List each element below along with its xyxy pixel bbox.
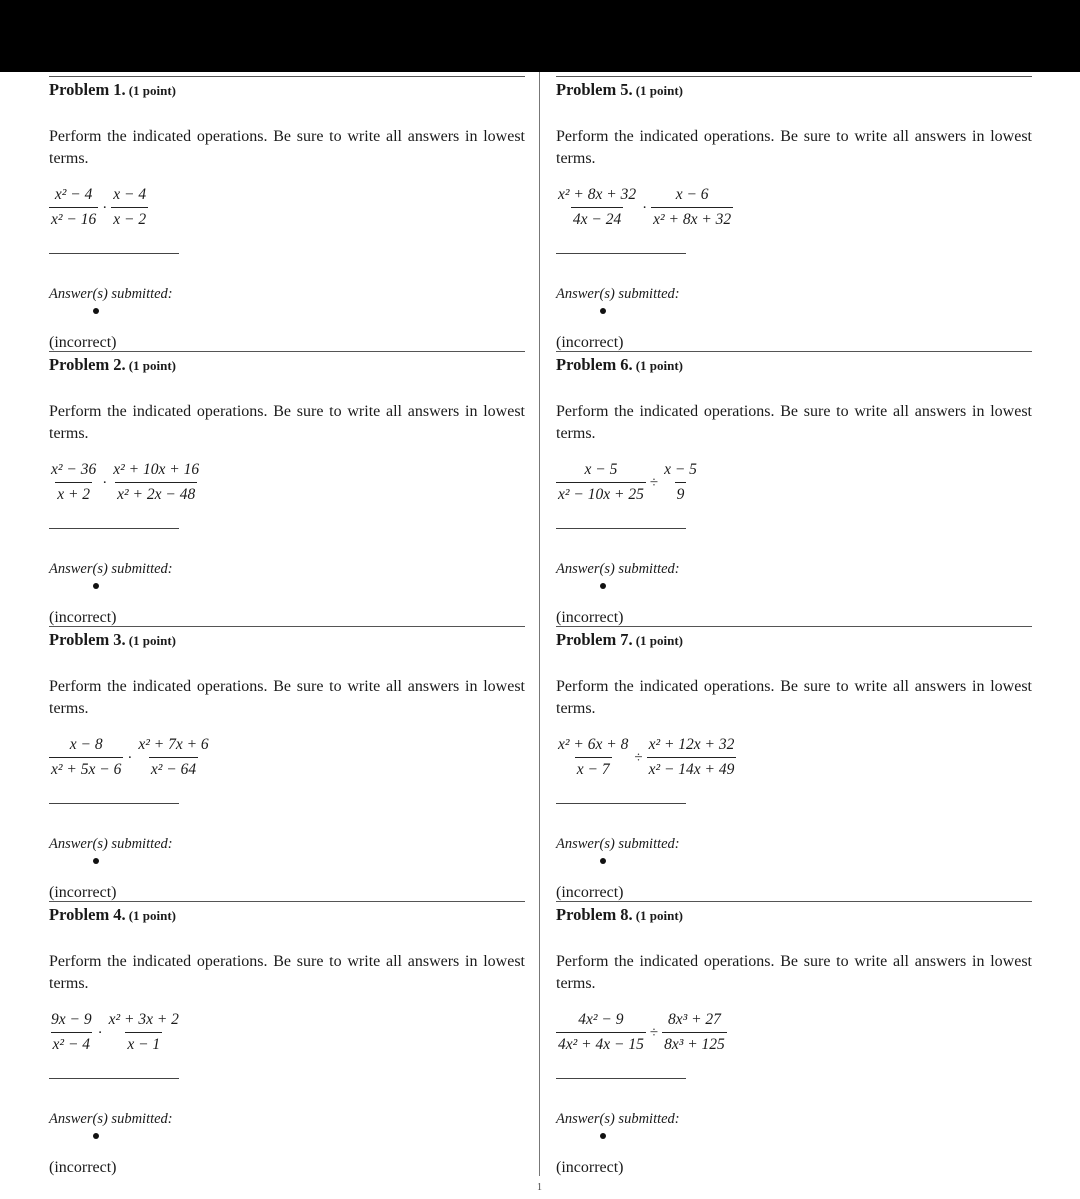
problem-5	[556, 72, 1032, 351]
problem-title	[49, 630, 176, 650]
answer-blank	[556, 528, 686, 529]
fraction-1	[556, 736, 630, 779]
column-divider	[539, 72, 540, 1176]
worksheet-page	[0, 72, 1080, 1199]
math-expression	[49, 461, 201, 504]
problem-points: (1 point)	[635, 358, 683, 373]
problem-number: Problem 1.	[49, 80, 126, 99]
numerator: x² + 8x + 32	[558, 186, 637, 203]
answer-status: (incorrect)	[49, 884, 117, 901]
fraction-1	[556, 461, 646, 504]
problem-number: Problem 2.	[49, 355, 126, 374]
answer-status: (incorrect)	[556, 334, 624, 351]
problem-instructions: Perform the indicated operations. Be sure to write all answers in lowest terms.	[49, 128, 525, 167]
answer-status: (incorrect)	[49, 1159, 117, 1176]
answer-bullet	[600, 858, 606, 864]
fraction-1	[49, 461, 98, 504]
answers-submitted-label: Answer(s) submitted:	[49, 836, 173, 852]
denominator: 4x² + 4x − 15	[556, 1032, 646, 1054]
problem-6	[556, 347, 1032, 626]
math-expression	[49, 736, 211, 779]
fraction-1	[49, 186, 98, 229]
problem-number: Problem 6.	[556, 355, 633, 374]
numerator: x² − 36	[51, 461, 97, 478]
problem-number: Problem 3.	[49, 630, 126, 649]
fraction-2	[662, 1011, 727, 1054]
problem-instructions: Perform the indicated operations. Be sure to write all answers in lowest terms.	[556, 403, 1032, 442]
problem-instructions: Perform the indicated operations. Be sure to write all answers in lowest terms.	[556, 953, 1032, 992]
fraction-2	[647, 736, 737, 779]
fraction-2	[651, 186, 733, 229]
answer-status: (incorrect)	[556, 609, 624, 626]
answer-bullet	[93, 858, 99, 864]
problem-8	[556, 897, 1032, 1176]
answers-submitted-label: Answer(s) submitted:	[49, 561, 173, 577]
denominator: x² + 5x − 6	[49, 757, 123, 779]
problem-title	[556, 630, 683, 650]
problem-number: Problem 7.	[556, 630, 633, 649]
denominator: x − 1	[125, 1032, 162, 1054]
math-expression	[49, 1011, 181, 1054]
numerator: x² + 12x + 32	[648, 736, 735, 753]
problem-title	[49, 355, 176, 375]
numerator: x − 5	[584, 461, 618, 478]
answer-blank	[49, 803, 179, 804]
denominator: x + 2	[55, 482, 92, 504]
fraction-1	[556, 1011, 646, 1054]
fraction-2	[662, 461, 699, 504]
problem-points: (1 point)	[635, 633, 683, 648]
fraction-1	[49, 1011, 94, 1054]
answer-blank	[49, 1078, 179, 1079]
problem-7	[556, 622, 1032, 901]
answer-bullet	[600, 583, 606, 589]
denominator: 4x − 24	[571, 207, 623, 229]
fraction-2	[111, 186, 148, 229]
numerator: x² + 3x + 2	[108, 1011, 179, 1028]
fraction-2	[111, 461, 201, 504]
answer-blank	[556, 253, 686, 254]
problem-title	[556, 355, 683, 375]
denominator: x² − 64	[149, 757, 198, 779]
fraction-2	[107, 1011, 181, 1054]
operator: ·	[97, 1025, 103, 1041]
answer-status: (incorrect)	[556, 884, 624, 901]
operator: ·	[102, 475, 108, 491]
problem-points: (1 point)	[128, 83, 176, 98]
operator: ÷	[649, 475, 659, 491]
numerator: x − 5	[664, 461, 697, 478]
page-number: 1	[537, 1182, 542, 1193]
answer-bullet	[93, 583, 99, 589]
answer-blank	[49, 253, 179, 254]
answers-submitted-label: Answer(s) submitted:	[556, 286, 680, 302]
problem-separator	[49, 626, 525, 627]
problem-number: Problem 5.	[556, 80, 633, 99]
problem-number: Problem 8.	[556, 905, 633, 924]
problem-separator	[556, 901, 1032, 902]
math-expression	[49, 186, 148, 229]
problem-1	[49, 72, 525, 351]
denominator: x² + 2x − 48	[115, 482, 197, 504]
numerator: x² − 4	[54, 186, 93, 203]
numerator: x² + 10x + 16	[113, 461, 200, 478]
answer-bullet	[600, 1133, 606, 1139]
problem-title	[556, 80, 683, 100]
denominator: x² − 14x + 49	[647, 757, 737, 779]
operator: ·	[102, 200, 108, 216]
problem-separator	[49, 901, 525, 902]
problem-points: (1 point)	[128, 908, 176, 923]
numerator: x − 6	[675, 186, 709, 203]
numerator: x² + 7x + 6	[138, 736, 209, 753]
math-expression	[556, 1011, 727, 1054]
denominator: x² − 10x + 25	[556, 482, 646, 504]
problem-points: (1 point)	[128, 633, 176, 648]
answer-status: (incorrect)	[556, 1159, 624, 1176]
denominator: 8x³ + 125	[662, 1032, 727, 1054]
answer-bullet	[600, 308, 606, 314]
denominator: x² + 8x + 32	[651, 207, 733, 229]
problem-4	[49, 897, 525, 1176]
answers-submitted-label: Answer(s) submitted:	[556, 1111, 680, 1127]
problem-instructions: Perform the indicated operations. Be sure to write all answers in lowest terms.	[49, 953, 525, 992]
problem-points: (1 point)	[635, 83, 683, 98]
answer-bullet	[93, 1133, 99, 1139]
problem-instructions: Perform the indicated operations. Be sure to write all answers in lowest terms.	[49, 678, 525, 717]
answers-submitted-label: Answer(s) submitted:	[556, 561, 680, 577]
numerator: x − 4	[113, 186, 147, 203]
problem-separator	[556, 351, 1032, 352]
operator: ÷	[634, 750, 643, 766]
math-expression	[556, 736, 736, 779]
problem-separator	[49, 76, 525, 77]
problem-instructions: Perform the indicated operations. Be sure to write all answers in lowest terms.	[556, 678, 1032, 717]
fraction-1	[556, 186, 638, 229]
numerator: x − 8	[69, 736, 103, 753]
problem-separator	[49, 351, 525, 352]
answer-blank	[49, 528, 179, 529]
problem-number: Problem 4.	[49, 905, 126, 924]
denominator: 9	[675, 482, 687, 504]
answers-submitted-label: Answer(s) submitted:	[556, 836, 680, 852]
denominator: x − 2	[111, 207, 148, 229]
problem-points: (1 point)	[635, 908, 683, 923]
math-expression	[556, 461, 699, 504]
answers-submitted-label: Answer(s) submitted:	[49, 1111, 173, 1127]
denominator: x² − 16	[49, 207, 98, 229]
fraction-2	[136, 736, 210, 779]
answers-submitted-label: Answer(s) submitted:	[49, 286, 173, 302]
problem-title	[49, 80, 176, 100]
answer-blank	[556, 1078, 686, 1079]
problem-separator	[556, 626, 1032, 627]
numerator: 4x² − 9	[578, 1011, 624, 1028]
problem-3	[49, 622, 525, 901]
numerator: 9x − 9	[51, 1011, 92, 1028]
problem-instructions: Perform the indicated operations. Be sure to write all answers in lowest terms.	[49, 403, 525, 442]
answer-blank	[556, 803, 686, 804]
operator: ÷	[649, 1025, 659, 1041]
problem-separator	[556, 76, 1032, 77]
problem-2	[49, 347, 525, 626]
fraction-1	[49, 736, 123, 779]
answer-status: (incorrect)	[49, 334, 117, 351]
problem-points: (1 point)	[128, 358, 176, 373]
operator: ·	[127, 750, 133, 766]
denominator: x² − 4	[51, 1032, 93, 1054]
numerator: x² + 6x + 8	[558, 736, 629, 753]
numerator: 8x³ + 27	[667, 1011, 721, 1028]
problem-title	[556, 905, 683, 925]
problem-instructions: Perform the indicated operations. Be sure to write all answers in lowest terms.	[556, 128, 1032, 167]
answer-status: (incorrect)	[49, 609, 117, 626]
answer-bullet	[93, 308, 99, 314]
denominator: x − 7	[575, 757, 612, 779]
problem-title	[49, 905, 176, 925]
math-expression	[556, 186, 733, 229]
operator: ·	[642, 200, 648, 216]
